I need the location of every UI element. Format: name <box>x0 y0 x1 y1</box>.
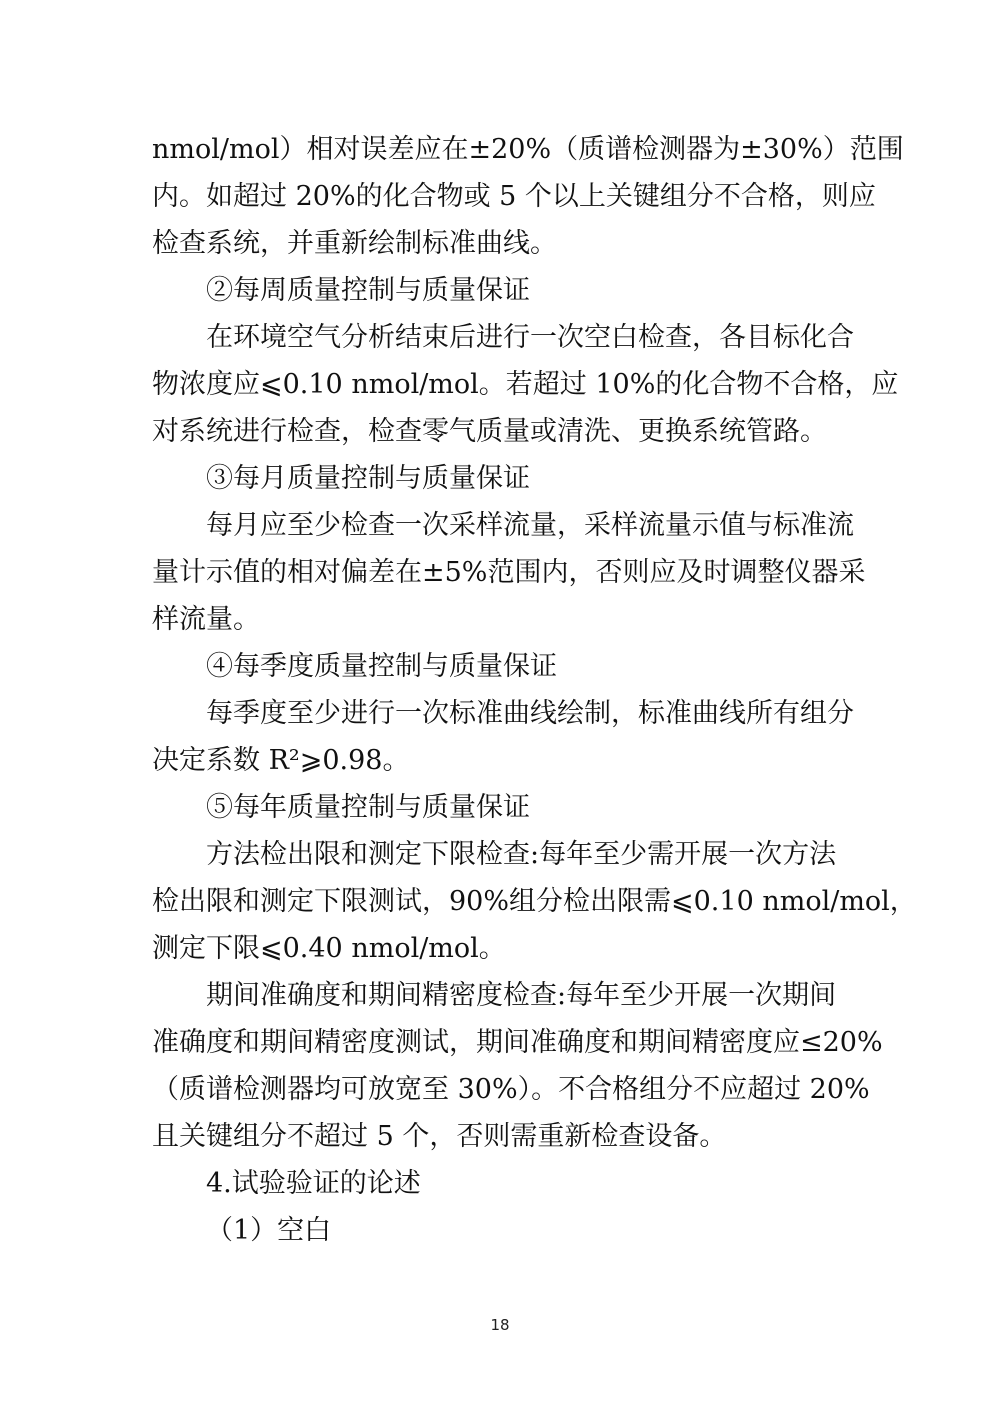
paragraph-line: （质谱检测器均可放宽至 30%）。不合格组分不应超过 20% <box>152 1074 870 1105</box>
section-heading-validation: 4.试验验证的论述 <box>206 1168 421 1199</box>
paragraph-line: 方法检出限和测定下限检查:每年至少需开展一次方法 <box>206 839 837 870</box>
paragraph-line: 物浓度应⩽0.10 nmol/mol。若超过 10%的化合物不合格，应 <box>152 369 899 400</box>
paragraph-line: 内。如超过 20%的化合物或 5 个以上关键组分不合格，则应 <box>152 181 876 212</box>
paragraph-line: 且关键组分不超过 5 个，否则需重新检查设备。 <box>152 1121 727 1152</box>
paragraph-line: 样流量。 <box>152 604 260 635</box>
paragraph-line: 准确度和期间精密度测试，期间准确度和期间精密度应≤20% <box>152 1027 883 1058</box>
paragraph-line: 对系统进行检查，检查零气质量或清洗、更换系统管路。 <box>152 416 827 447</box>
page-number: 18 <box>490 1316 510 1334</box>
paragraph-line: 检出限和测定下限测试，90%组分检出限需⩽0.10 nmol/mol， <box>152 886 917 917</box>
paragraph-line: 每月应至少检查一次采样流量，采样流量示值与标准流 <box>206 510 854 541</box>
paragraph-line: 每季度至少进行一次标准曲线绘制，标准曲线所有组分 <box>206 698 854 729</box>
section-heading-yearly: ⑤每年质量控制与质量保证 <box>206 792 530 823</box>
section-heading-weekly: ②每周质量控制与质量保证 <box>206 275 530 306</box>
paragraph-line: nmol/mol）相对误差应在±20%（质谱检测器为±30%）范围 <box>152 134 904 165</box>
paragraph-line: 量计示值的相对偏差在±5%范围内，否则应及时调整仪器采 <box>152 557 866 588</box>
paragraph-line: 测定下限⩽0.40 nmol/mol。 <box>152 933 506 964</box>
paragraph-line: 检查系统，并重新绘制标准曲线。 <box>152 228 557 259</box>
paragraph-line: 期间准确度和期间精密度检查:每年至少开展一次期间 <box>206 980 837 1011</box>
paragraph-line: 决定系数 R²⩾0.98。 <box>152 745 410 776</box>
paragraph-line: 在环境空气分析结束后进行一次空白检查，各目标化合 <box>206 322 854 353</box>
section-heading-quarterly: ④每季度质量控制与质量保证 <box>206 651 557 682</box>
section-heading-monthly: ③每月质量控制与质量保证 <box>206 463 530 494</box>
subsection-heading-blank: （1）空白 <box>206 1215 332 1246</box>
